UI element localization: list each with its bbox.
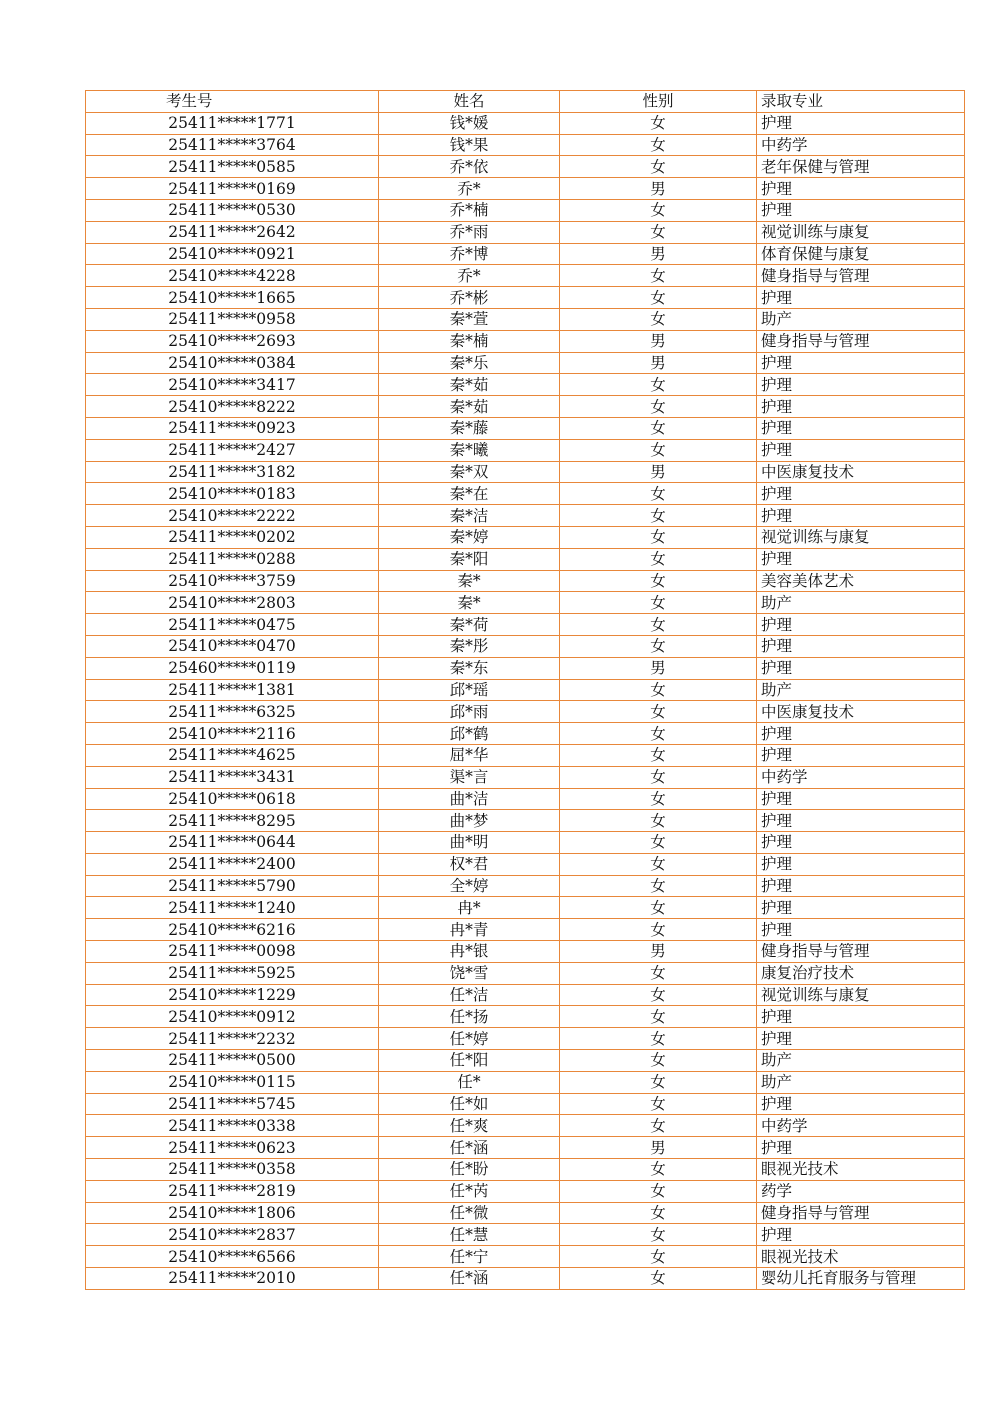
- cell-student-id: 25411*****5745: [86, 1093, 379, 1115]
- cell-student-id: 25410*****0912: [86, 1006, 379, 1028]
- cell-gender: 女: [560, 396, 757, 418]
- cell-student-id: 25410*****3417: [86, 374, 379, 396]
- cell-gender: 男: [560, 352, 757, 374]
- cell-student-id: 25411*****6325: [86, 701, 379, 723]
- cell-student-id: 25410*****0618: [86, 788, 379, 810]
- table-row: [86, 287, 965, 309]
- cell-student-id: 25410*****3759: [86, 570, 379, 592]
- cell-major: 助产: [757, 679, 965, 701]
- cell-gender: 女: [560, 417, 757, 439]
- cell-major: 护理: [757, 1028, 965, 1050]
- table-row: [86, 112, 965, 134]
- cell-major: 护理: [757, 1093, 965, 1115]
- cell-name: 任*婷: [379, 1028, 560, 1050]
- cell-student-id: 25411*****5925: [86, 962, 379, 984]
- table-row: [86, 941, 965, 963]
- cell-student-id: 25411*****3182: [86, 461, 379, 483]
- cell-major: 美容美体艺术: [757, 570, 965, 592]
- cell-major: 护理: [757, 832, 965, 854]
- cell-name: 乔*雨: [379, 221, 560, 243]
- cell-student-id: 25410*****6566: [86, 1246, 379, 1268]
- cell-name: 乔*: [379, 265, 560, 287]
- cell-gender: 女: [560, 1115, 757, 1137]
- cell-student-id: 25410*****2116: [86, 723, 379, 745]
- cell-name: 钱*媛: [379, 112, 560, 134]
- cell-name: 曲*洁: [379, 788, 560, 810]
- cell-name: 冉*: [379, 897, 560, 919]
- cell-major: 眼视光技术: [757, 1246, 965, 1268]
- cell-gender: 男: [560, 461, 757, 483]
- cell-student-id: 25411*****0202: [86, 526, 379, 548]
- cell-major: 护理: [757, 1224, 965, 1246]
- cell-name: 任*芮: [379, 1180, 560, 1202]
- cell-name: 秦*茹: [379, 374, 560, 396]
- table-row: [86, 570, 965, 592]
- cell-gender: 女: [560, 1268, 757, 1290]
- cell-student-id: 25411*****0623: [86, 1137, 379, 1159]
- table-row: [86, 962, 965, 984]
- cell-gender: 女: [560, 1006, 757, 1028]
- cell-gender: 女: [560, 1028, 757, 1050]
- header-gender: 性别: [560, 91, 757, 113]
- cell-student-id: 25410*****6216: [86, 919, 379, 941]
- table-row: [86, 853, 965, 875]
- cell-gender: 男: [560, 330, 757, 352]
- table-row: [86, 417, 965, 439]
- table-row: [86, 897, 965, 919]
- table-row: [86, 243, 965, 265]
- cell-gender: 女: [560, 810, 757, 832]
- cell-major: 中药学: [757, 766, 965, 788]
- cell-name: 秦*荷: [379, 614, 560, 636]
- table-row: [86, 374, 965, 396]
- cell-major: 药学: [757, 1180, 965, 1202]
- cell-gender: 男: [560, 1137, 757, 1159]
- cell-gender: 女: [560, 984, 757, 1006]
- cell-name: 任*扬: [379, 1006, 560, 1028]
- cell-major: 护理: [757, 396, 965, 418]
- cell-major: 护理: [757, 1137, 965, 1159]
- cell-major: 视觉训练与康复: [757, 984, 965, 1006]
- table-row: [86, 1137, 965, 1159]
- cell-major: 护理: [757, 548, 965, 570]
- cell-student-id: 25410*****0921: [86, 243, 379, 265]
- table-row: [86, 265, 965, 287]
- cell-student-id: 25411*****0958: [86, 308, 379, 330]
- cell-major: 中医康复技术: [757, 701, 965, 723]
- cell-major: 护理: [757, 657, 965, 679]
- table-row: [86, 592, 965, 614]
- cell-name: 邱*瑶: [379, 679, 560, 701]
- table-row: [86, 723, 965, 745]
- cell-major: 护理: [757, 897, 965, 919]
- cell-gender: 女: [560, 112, 757, 134]
- cell-name: 任*慧: [379, 1224, 560, 1246]
- cell-name: 权*君: [379, 853, 560, 875]
- cell-major: 护理: [757, 374, 965, 396]
- table-row: [86, 483, 965, 505]
- cell-student-id: 25410*****2803: [86, 592, 379, 614]
- cell-student-id: 25411*****3431: [86, 766, 379, 788]
- cell-name: 全*婷: [379, 875, 560, 897]
- cell-gender: 女: [560, 679, 757, 701]
- cell-major: 健身指导与管理: [757, 941, 965, 963]
- cell-gender: 女: [560, 483, 757, 505]
- cell-major: 护理: [757, 287, 965, 309]
- cell-student-id: 25411*****0585: [86, 156, 379, 178]
- table-row: [86, 221, 965, 243]
- table-row: [86, 1159, 965, 1181]
- header-student-id: 考生号: [86, 91, 379, 113]
- table-row: [86, 178, 965, 200]
- cell-major: 助产: [757, 592, 965, 614]
- cell-student-id: 25411*****0500: [86, 1050, 379, 1072]
- table-row: [86, 832, 965, 854]
- table-row: [86, 439, 965, 461]
- cell-name: 秦*曦: [379, 439, 560, 461]
- cell-student-id: 25411*****1240: [86, 897, 379, 919]
- cell-major: 护理: [757, 853, 965, 875]
- cell-gender: 女: [560, 723, 757, 745]
- cell-student-id: 25411*****1771: [86, 112, 379, 134]
- cell-name: 秦*楠: [379, 330, 560, 352]
- cell-gender: 女: [560, 1159, 757, 1181]
- cell-name: 曲*明: [379, 832, 560, 854]
- cell-name: 秦*: [379, 570, 560, 592]
- cell-gender: 女: [560, 308, 757, 330]
- cell-student-id: 25410*****0470: [86, 635, 379, 657]
- cell-gender: 女: [560, 1093, 757, 1115]
- cell-student-id: 25411*****2819: [86, 1180, 379, 1202]
- cell-major: 中药学: [757, 134, 965, 156]
- cell-name: 冉*青: [379, 919, 560, 941]
- cell-major: 护理: [757, 744, 965, 766]
- cell-student-id: 25411*****2010: [86, 1268, 379, 1290]
- table-row: [86, 788, 965, 810]
- cell-major: 老年保健与管理: [757, 156, 965, 178]
- cell-major: 中医康复技术: [757, 461, 965, 483]
- cell-name: 渠*言: [379, 766, 560, 788]
- cell-name: 秦*双: [379, 461, 560, 483]
- table-row: [86, 1028, 965, 1050]
- table-row: [86, 134, 965, 156]
- cell-gender: 女: [560, 1180, 757, 1202]
- cell-gender: 女: [560, 744, 757, 766]
- cell-name: 乔*楠: [379, 199, 560, 221]
- cell-gender: 女: [560, 439, 757, 461]
- table-row: [86, 614, 965, 636]
- cell-gender: 女: [560, 505, 757, 527]
- cell-student-id: 25411*****2232: [86, 1028, 379, 1050]
- table-row: [86, 919, 965, 941]
- cell-gender: 女: [560, 875, 757, 897]
- cell-name: 屈*华: [379, 744, 560, 766]
- cell-name: 邱*雨: [379, 701, 560, 723]
- table-row: [86, 1006, 965, 1028]
- cell-gender: 女: [560, 265, 757, 287]
- table-row: [86, 1071, 965, 1093]
- cell-name: 任*阳: [379, 1050, 560, 1072]
- cell-gender: 女: [560, 897, 757, 919]
- table-row: [86, 810, 965, 832]
- cell-student-id: 25411*****0288: [86, 548, 379, 570]
- header-name: 姓名: [379, 91, 560, 113]
- cell-gender: 女: [560, 788, 757, 810]
- cell-student-id: 25410*****8222: [86, 396, 379, 418]
- cell-major: 护理: [757, 112, 965, 134]
- table-row: [86, 548, 965, 570]
- cell-gender: 女: [560, 570, 757, 592]
- cell-student-id: 25410*****2693: [86, 330, 379, 352]
- cell-major: 助产: [757, 308, 965, 330]
- cell-major: 护理: [757, 723, 965, 745]
- cell-name: 秦*在: [379, 483, 560, 505]
- table-row: [86, 1050, 965, 1072]
- cell-major: 护理: [757, 788, 965, 810]
- cell-name: 秦*萱: [379, 308, 560, 330]
- cell-student-id: 25411*****4625: [86, 744, 379, 766]
- cell-major: 护理: [757, 352, 965, 374]
- cell-student-id: 25410*****2837: [86, 1224, 379, 1246]
- table-row: [86, 1115, 965, 1137]
- cell-major: 眼视光技术: [757, 1159, 965, 1181]
- cell-name: 冉*银: [379, 941, 560, 963]
- table-row: [86, 984, 965, 1006]
- cell-name: 乔*博: [379, 243, 560, 265]
- cell-major: 健身指导与管理: [757, 265, 965, 287]
- cell-name: 乔*: [379, 178, 560, 200]
- cell-name: 乔*依: [379, 156, 560, 178]
- table-row: [86, 1224, 965, 1246]
- cell-gender: 女: [560, 156, 757, 178]
- cell-major: 视觉训练与康复: [757, 526, 965, 548]
- cell-name: 任*涵: [379, 1268, 560, 1290]
- cell-student-id: 25410*****0183: [86, 483, 379, 505]
- cell-student-id: 25411*****0338: [86, 1115, 379, 1137]
- cell-gender: 女: [560, 635, 757, 657]
- cell-student-id: 25411*****5790: [86, 875, 379, 897]
- cell-gender: 男: [560, 657, 757, 679]
- cell-student-id: 25410*****1665: [86, 287, 379, 309]
- table-row: [86, 1268, 965, 1290]
- cell-student-id: 25411*****0644: [86, 832, 379, 854]
- cell-gender: 女: [560, 766, 757, 788]
- table-row: [86, 1246, 965, 1268]
- cell-gender: 男: [560, 243, 757, 265]
- cell-student-id: 25411*****2427: [86, 439, 379, 461]
- cell-student-id: 25411*****1381: [86, 679, 379, 701]
- table-row: [86, 1180, 965, 1202]
- cell-major: 护理: [757, 199, 965, 221]
- table-row: [86, 505, 965, 527]
- cell-student-id: 25410*****2222: [86, 505, 379, 527]
- cell-major: 护理: [757, 614, 965, 636]
- cell-name: 任*如: [379, 1093, 560, 1115]
- cell-major: 婴幼儿托育服务与管理: [757, 1268, 965, 1290]
- cell-major: 护理: [757, 417, 965, 439]
- cell-name: 任*洁: [379, 984, 560, 1006]
- cell-student-id: 25410*****1806: [86, 1202, 379, 1224]
- cell-major: 康复治疗技术: [757, 962, 965, 984]
- cell-gender: 女: [560, 526, 757, 548]
- cell-name: 秦*藤: [379, 417, 560, 439]
- cell-major: 视觉训练与康复: [757, 221, 965, 243]
- cell-gender: 女: [560, 962, 757, 984]
- cell-gender: 女: [560, 853, 757, 875]
- table-row: [86, 701, 965, 723]
- cell-gender: 女: [560, 199, 757, 221]
- cell-name: 秦*婷: [379, 526, 560, 548]
- cell-name: 曲*梦: [379, 810, 560, 832]
- cell-student-id: 25411*****0098: [86, 941, 379, 963]
- table-row: [86, 199, 965, 221]
- table-row: [86, 526, 965, 548]
- header-row: [86, 91, 965, 113]
- table-row: [86, 744, 965, 766]
- cell-student-id: 25410*****4228: [86, 265, 379, 287]
- table-row: [86, 396, 965, 418]
- cell-gender: 女: [560, 832, 757, 854]
- cell-name: 饶*雪: [379, 962, 560, 984]
- cell-student-id: 25411*****0358: [86, 1159, 379, 1181]
- cell-name: 邱*鹤: [379, 723, 560, 745]
- header-major: 录取专业: [757, 91, 965, 113]
- cell-gender: 男: [560, 178, 757, 200]
- cell-major: 助产: [757, 1071, 965, 1093]
- cell-name: 任*爽: [379, 1115, 560, 1137]
- cell-major: 护理: [757, 439, 965, 461]
- cell-major: 助产: [757, 1050, 965, 1072]
- table-row: [86, 679, 965, 701]
- cell-major: 护理: [757, 919, 965, 941]
- cell-student-id: 25411*****0169: [86, 178, 379, 200]
- cell-gender: 女: [560, 592, 757, 614]
- cell-gender: 女: [560, 287, 757, 309]
- cell-gender: 女: [560, 1071, 757, 1093]
- cell-student-id: 25411*****0530: [86, 199, 379, 221]
- cell-student-id: 25410*****0384: [86, 352, 379, 374]
- cell-name: 乔*彬: [379, 287, 560, 309]
- table-body: [86, 112, 965, 1289]
- table-row: [86, 461, 965, 483]
- cell-student-id: 25460*****0119: [86, 657, 379, 679]
- cell-name: 任*: [379, 1071, 560, 1093]
- cell-major: 护理: [757, 178, 965, 200]
- cell-name: 秦*: [379, 592, 560, 614]
- table-row: [86, 766, 965, 788]
- cell-gender: 女: [560, 1202, 757, 1224]
- cell-major: 健身指导与管理: [757, 1202, 965, 1224]
- table-row: [86, 330, 965, 352]
- cell-major: 护理: [757, 505, 965, 527]
- cell-name: 秦*东: [379, 657, 560, 679]
- table-row: [86, 1202, 965, 1224]
- table-row: [86, 156, 965, 178]
- table-row: [86, 1093, 965, 1115]
- cell-gender: 女: [560, 701, 757, 723]
- cell-major: 护理: [757, 810, 965, 832]
- cell-major: 护理: [757, 483, 965, 505]
- table-row: [86, 352, 965, 374]
- cell-student-id: 25411*****2400: [86, 853, 379, 875]
- admission-table: [85, 90, 965, 1290]
- table-row: [86, 635, 965, 657]
- cell-gender: 男: [560, 941, 757, 963]
- cell-gender: 女: [560, 548, 757, 570]
- cell-student-id: 25411*****8295: [86, 810, 379, 832]
- cell-major: 护理: [757, 875, 965, 897]
- cell-student-id: 25411*****3764: [86, 134, 379, 156]
- cell-student-id: 25410*****1229: [86, 984, 379, 1006]
- table-row: [86, 657, 965, 679]
- cell-major: 体育保健与康复: [757, 243, 965, 265]
- table-row: [86, 308, 965, 330]
- cell-major: 护理: [757, 1006, 965, 1028]
- cell-gender: 女: [560, 614, 757, 636]
- cell-student-id: 25411*****2642: [86, 221, 379, 243]
- cell-name: 任*微: [379, 1202, 560, 1224]
- cell-name: 任*盼: [379, 1159, 560, 1181]
- cell-major: 中药学: [757, 1115, 965, 1137]
- cell-name: 钱*果: [379, 134, 560, 156]
- cell-student-id: 25411*****0475: [86, 614, 379, 636]
- cell-gender: 女: [560, 1224, 757, 1246]
- cell-name: 秦*彤: [379, 635, 560, 657]
- cell-gender: 女: [560, 1050, 757, 1072]
- cell-name: 任*涵: [379, 1137, 560, 1159]
- cell-name: 秦*茹: [379, 396, 560, 418]
- cell-name: 秦*阳: [379, 548, 560, 570]
- cell-gender: 女: [560, 374, 757, 396]
- cell-gender: 女: [560, 134, 757, 156]
- cell-major: 健身指导与管理: [757, 330, 965, 352]
- cell-major: 护理: [757, 635, 965, 657]
- cell-name: 秦*洁: [379, 505, 560, 527]
- table-row: [86, 875, 965, 897]
- cell-student-id: 25411*****0923: [86, 417, 379, 439]
- cell-gender: 女: [560, 221, 757, 243]
- cell-gender: 女: [560, 1246, 757, 1268]
- cell-student-id: 25410*****0115: [86, 1071, 379, 1093]
- cell-name: 秦*乐: [379, 352, 560, 374]
- cell-gender: 女: [560, 919, 757, 941]
- cell-name: 任*宁: [379, 1246, 560, 1268]
